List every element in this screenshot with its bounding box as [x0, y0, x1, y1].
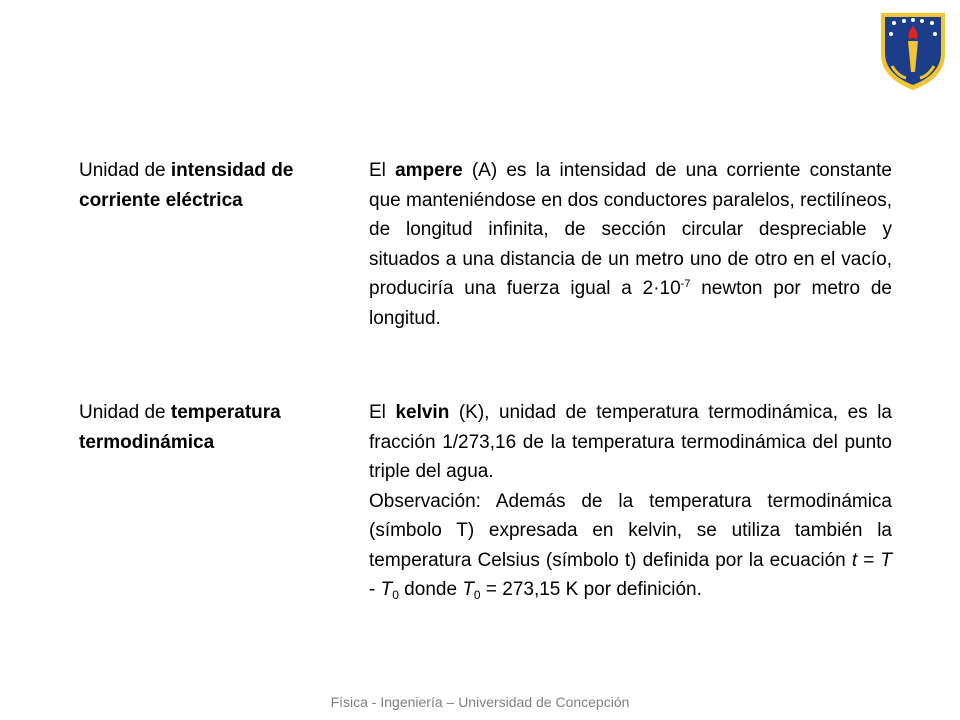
ampere-term: ampere	[395, 160, 463, 181]
force-value-base: 2·10	[642, 278, 681, 299]
temperature-unit-label-bold: temperatura termodinámica	[79, 402, 281, 453]
temperature-unit-label: Unidad de temperatura termodinámica	[79, 402, 281, 453]
electric-current-unit-label: Unidad de intensidad de corriente eléctrica	[79, 160, 294, 211]
kelvin-term: kelvin	[395, 402, 450, 423]
electric-current-unit-label-bold: intensidad de corriente eléctrica	[79, 160, 294, 211]
kelvin-definition	[369, 398, 892, 605]
ampere-definition-paragraph: El ampere (A) es la intensidad de una corriente constante que manteniéndose en dos conductores paralelos, rectilíneos, de longitud infinita, de sección circular despreciable y situados a una distancia de un metro uno de otro en el vacío, produciría una fuerza igual a $2\cdot 10^{-7}$ newton por metro de longitud.	[369, 160, 892, 329]
ampere-definition	[369, 156, 892, 333]
celsius-observation-paragraph: Observación: Además de la temperatura termodinámica (símbolo T) expresada en kelvin, se utiliza también la temperatura Celsius (símbolo t) definida por la ecuación $t = T - T_0$ donde $T_0 = 273,15$ K por definición.	[369, 490, 893, 602]
force-value-exponent: -7	[680, 278, 691, 290]
university-crest-logo	[878, 10, 948, 92]
kelvin-definition-paragraph: El kelvin (K), unidad de temperatura termodinámica, es la fracción 1/273,16 de la temperatura termodinámica del punto triple del agua.	[369, 402, 892, 482]
footer-text: Física - Ingeniería – Universidad de Concepción	[330, 694, 630, 710]
